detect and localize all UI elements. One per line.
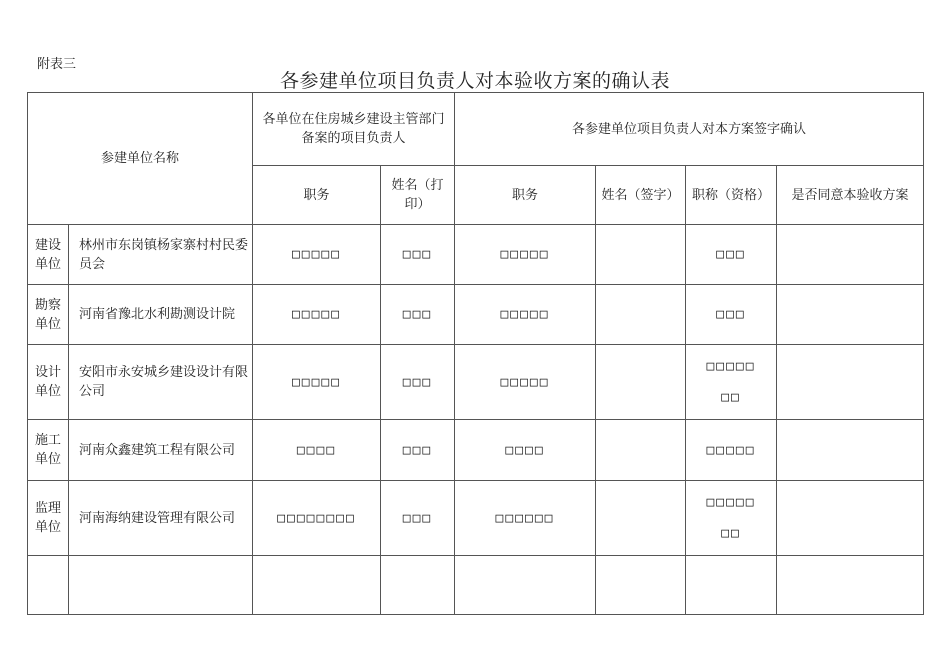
title-line: □□□ <box>716 307 746 322</box>
unit-type-cell: 施工单位 <box>28 420 69 481</box>
person-print-cell: □□□ <box>381 285 455 345</box>
table-row <box>28 420 924 481</box>
unit-name-cell: 河南众鑫建筑工程有限公司 <box>69 420 253 481</box>
person-print-cell: □□□ <box>381 225 455 285</box>
post-cell: □□□□□ <box>253 225 381 285</box>
post-cell: □□□□□ <box>253 345 381 420</box>
title-cell <box>686 225 777 285</box>
person-print-cell[interactable] <box>381 556 455 615</box>
agree-cell[interactable] <box>777 420 924 481</box>
header-title-qualification: 职称（资格） <box>686 166 777 225</box>
signature-cell[interactable] <box>596 345 686 420</box>
table-row <box>28 345 924 420</box>
title-line-2: □□ <box>721 390 741 405</box>
signature-cell[interactable] <box>596 225 686 285</box>
post-cell: □□□□ <box>253 420 381 481</box>
unit-type-cell: 勘察单位 <box>28 285 69 345</box>
table-row <box>28 225 924 285</box>
unit-name-cell: 河南省豫北水利勘测设计院 <box>69 285 253 345</box>
title-cell <box>686 481 777 556</box>
header-post: 职务 <box>253 166 381 225</box>
agree-cell[interactable] <box>777 225 924 285</box>
title-line: □□□□□ <box>706 495 756 510</box>
unit-name-cell[interactable] <box>69 556 253 615</box>
post-confirm-cell: □□□□ <box>455 420 596 481</box>
post-confirm-cell: □□□□□□ <box>455 481 596 556</box>
header-registered-manager: 各单位在住房城乡建设主管部门备案的项目负责人 <box>253 93 455 166</box>
person-print-cell: □□□ <box>381 481 455 556</box>
title-line: □□□ <box>716 247 746 262</box>
table-row-empty <box>28 556 924 615</box>
unit-type-cell: 设计单位 <box>28 345 69 420</box>
header-row-1 <box>28 93 924 166</box>
post-confirm-cell[interactable] <box>455 556 596 615</box>
confirmation-table <box>27 92 924 615</box>
post-cell: □□□□□□□□ <box>253 481 381 556</box>
title-line-2: □□ <box>721 526 741 541</box>
agree-cell[interactable] <box>777 556 924 615</box>
unit-type-cell[interactable] <box>28 556 69 615</box>
unit-name-cell: 河南海纳建设管理有限公司 <box>69 481 253 556</box>
title-line: □□□□□ <box>706 442 756 458</box>
unit-name-cell: 安阳市永安城乡建设设计有限公司 <box>69 345 253 420</box>
agree-cell[interactable] <box>777 345 924 420</box>
post-cell[interactable] <box>253 556 381 615</box>
annex-label: 附表三 <box>37 57 77 72</box>
page-title: 各参建单位项目负责人对本验收方案的确认表 <box>279 70 670 92</box>
signature-cell[interactable] <box>596 481 686 556</box>
person-print-cell: □□□ <box>381 345 455 420</box>
signature-cell[interactable] <box>596 420 686 481</box>
person-print-cell: □□□ <box>381 420 455 481</box>
header-signature-confirm: 各参建单位项目负责人对本方案签字确认 <box>455 93 924 166</box>
signature-cell[interactable] <box>596 285 686 345</box>
post-confirm-cell: □□□□□ <box>455 225 596 285</box>
header-agree: 是否同意本验收方案 <box>777 166 924 225</box>
title-cell[interactable] <box>686 556 777 615</box>
post-cell: □□□□□ <box>253 285 381 345</box>
header-name-sign: 姓名（签字） <box>596 166 686 225</box>
post-confirm-cell: □□□□□ <box>455 285 596 345</box>
unit-name-cell: 林州市东岗镇杨家寨村村民委员会 <box>69 225 253 285</box>
table-row <box>28 481 924 556</box>
unit-type-cell: 监理单位 <box>28 481 69 556</box>
title-cell <box>686 285 777 345</box>
post-confirm-cell: □□□□□ <box>455 345 596 420</box>
title-cell <box>686 345 777 420</box>
table-row <box>28 285 924 345</box>
header-unit-name: 参建单位名称 <box>28 93 253 225</box>
agree-cell[interactable] <box>777 481 924 556</box>
header-post-confirm: 职务 <box>455 166 596 225</box>
signature-cell[interactable] <box>596 556 686 615</box>
title-line: □□□□□ <box>706 359 756 374</box>
unit-type-cell: 建设单位 <box>28 225 69 285</box>
header-name-print: 姓名（打印） <box>381 166 455 225</box>
title-cell <box>686 420 777 481</box>
agree-cell[interactable] <box>777 285 924 345</box>
